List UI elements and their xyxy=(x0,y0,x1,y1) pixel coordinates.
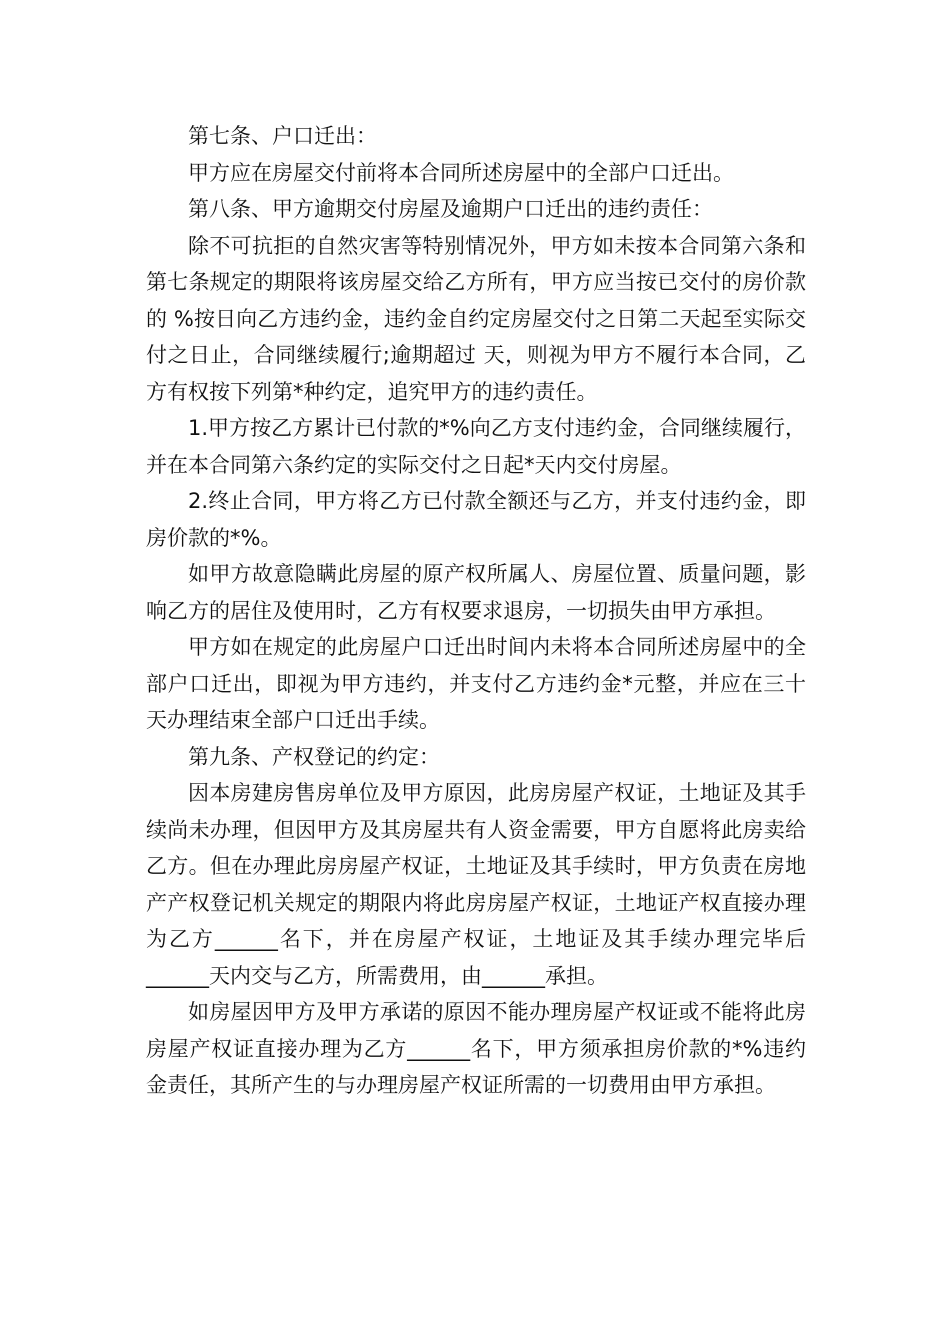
article-9-paragraph-2: 如房屋因甲方及甲方承诺的原因不能办理房屋产权证或不能将此房房屋产权证直接办理为乙方______名下，甲方须承担房价款的*%违约金责任，其所产生的与办理房屋产权证所需的一切费用由甲方承担。 xyxy=(146,1000,806,1097)
article-8-heading: 第八条、甲方逾期交付房屋及逾期户口迁出的违约责任： xyxy=(188,197,713,221)
article-8-paragraph-2: 如甲方故意隐瞒此房屋的原产权所属人、房屋位置、质量问题，影响乙方的居住及使用时，乙方有权要求退房，一切损失由甲方承担。 xyxy=(146,562,806,623)
article-7-heading: 第七条、户口迁出： xyxy=(188,124,377,148)
article-8-paragraph-1: 除不可抗拒的自然灾害等特别情况外，甲方如未按本合同第六条和第七条规定的期限将该房屋交给乙方所有，甲方应当按已交付的房价款的 %按日向乙方违约金，违约金自约定房屋交付之日第二天起至实际交付之日止，合同继续履行;逾期超过 天，则视为甲方不履行本合同，乙方有权按下列第*种约定，追究甲方的违约责任。 xyxy=(146,233,806,404)
article-9-paragraph-1: 因本房建房售房单位及甲方原因，此房房屋产权证，土地证及其手续尚未办理，但因甲方及其房屋共有人资金需要，甲方自愿将此房卖给乙方。但在办理此房房屋产权证，土地证及其手续时，甲方负责在房地产产权登记机关规定的期限内将此房房屋产权证，土地证产权直接办理为乙方______名下，并在房屋产权证，土地证及其手续办理完毕后______天内交与乙方，所需费用，由______承担。 xyxy=(146,781,806,988)
article-8-option-1: 1.甲方按乙方累计已付款的*%向乙方支付违约金，合同继续履行，并在本合同第六条约定的实际交付之日起*天内交付房屋。 xyxy=(146,416,806,477)
article-8-paragraph-3: 甲方如在规定的此房屋户口迁出时间内未将本合同所述房屋中的全部户口迁出，即视为甲方违约，并支付乙方违约金*元整，并应在三十天办理结束全部户口迁出手续。 xyxy=(146,635,806,732)
article-8-option-2: 2.终止合同，甲方将乙方已付款全额还与乙方，并支付违约金，即房价款的*%。 xyxy=(146,489,806,550)
document-body xyxy=(146,118,806,1104)
article-7-paragraph: 甲方应在房屋交付前将本合同所述房屋中的全部户口迁出。 xyxy=(188,160,734,185)
article-9-heading: 第九条、产权登记的约定： xyxy=(188,744,440,769)
